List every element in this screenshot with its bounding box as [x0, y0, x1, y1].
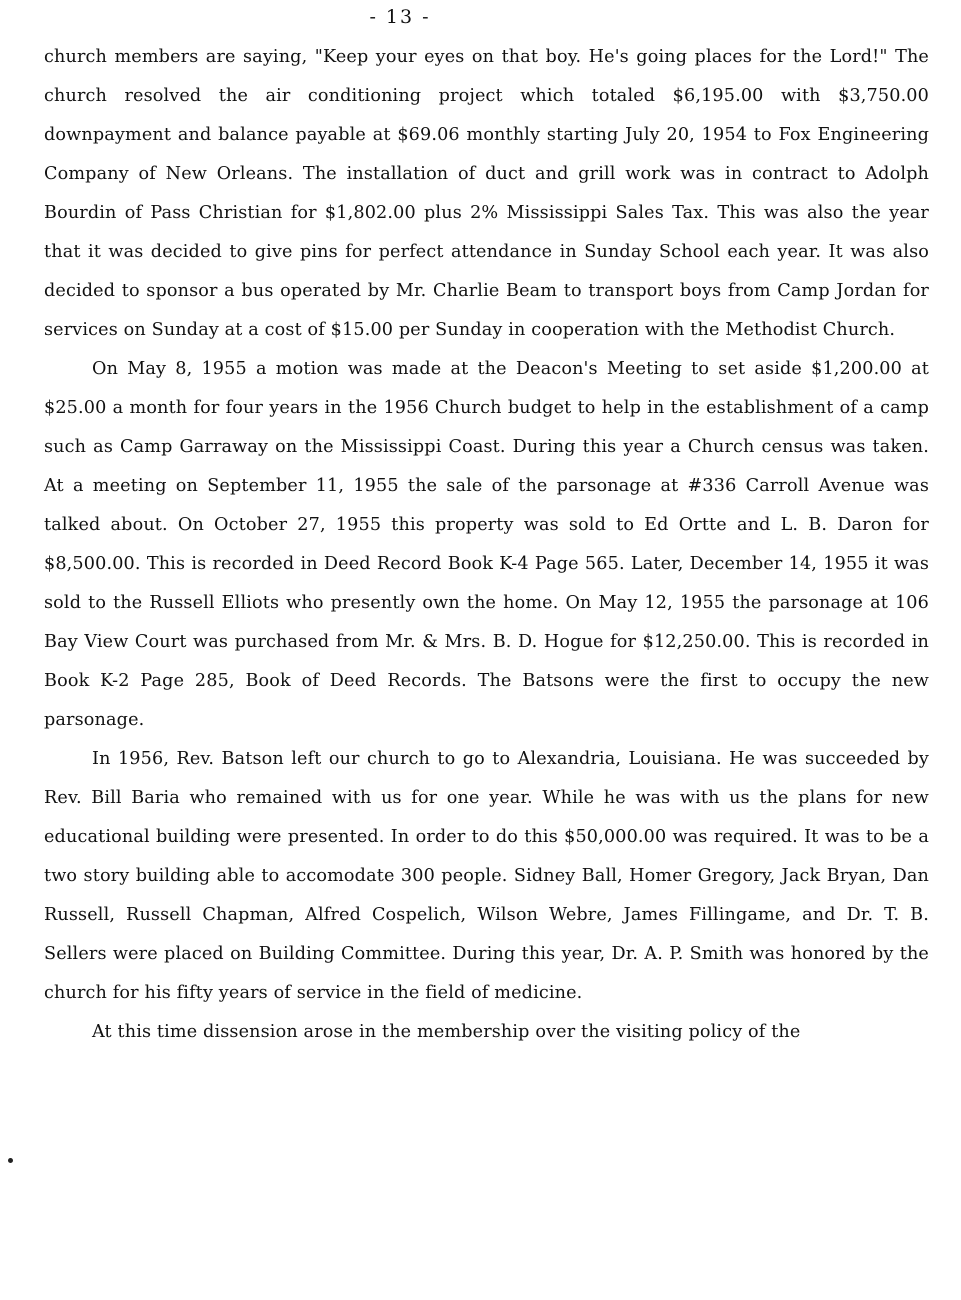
paragraph-parsonage-sale: On May 8, 1955 a motion was made at the Deacon's Meeting to set aside $1,200.00 at $25.00 a month for four years in the 1956 Church budget to help in the establishment of a camp such as Camp Garraway on the Mississippi Coast. During this year a Church census was taken. At a meeting on September 11, 1955 the sale of the parsonage at #336 Carroll Avenue was talked about. On October 27, 1955 this property was sold to Ed Ortte and L. B. Daron for $8,500.00. This is recorded in Deed Record Book K-4 Page 565. Later, December 14, 1955 it was sold to the Russell Elliots who presently own the home. On May 12, 1955 the parsonage at 106 Bay View Court was purchased from Mr. & Mrs. B. D. Hogue for $12,250.00. This is recorded in Book K-2 Page 285, Book of Deed Records. The Batsons were the first to occupy the new parsonage. [44, 359, 929, 730]
page-number: - 13 - [369, 6, 431, 28]
paragraph-rev-batson: In 1956, Rev. Batson left our church to go to Alexandria, Louisiana. He was succeeded by Rev. Bill Baria who remained with us for one year. While he was with us the plans for new educational building were presented. In order to do this $50,000.00 was required. It was to be a two story building able to accomodate 300 people. Sidney Ball, Homer Gregory, Jack Bryan, Dan Russell, Russell Chapman, Alfred Cospelich, Wilson Webre, James Fillingame, and Dr. T. B. Sellers were placed on Building Committee. During this year, Dr. A. P. Smith was honored by the church for his fifty years of service in the field of medicine. [44, 749, 929, 1003]
body-text [44, 38, 929, 1052]
paragraph-dissension: At this time dissension arose in the membership over the visiting policy of the [92, 1022, 801, 1042]
paragraph-air-conditioning: church members are saying, "Keep your eyes on that boy. He's going places for the Lord!" The church resolved the air conditioning project which totaled $6,195.00 with $3,750.00 downpayment and balance payable at $69.06 monthly starting July 20, 1954 to Fox Engineering Company of New Orleans. The installation of duct and grill work was in contract to Adolph Bourdin of Pass Christian for $1,802.00 plus 2% Mississippi Sales Tax. This was also the year that it was decided to give pins for perfect attendance in Sunday School each year. It was also decided to sponsor a bus operated by Mr. Charlie Beam to transport boys from Camp Jordan for services on Sunday at a cost of $15.00 per Sunday in cooperation with the Methodist Church. [44, 47, 929, 340]
margin-mark [8, 1158, 13, 1163]
